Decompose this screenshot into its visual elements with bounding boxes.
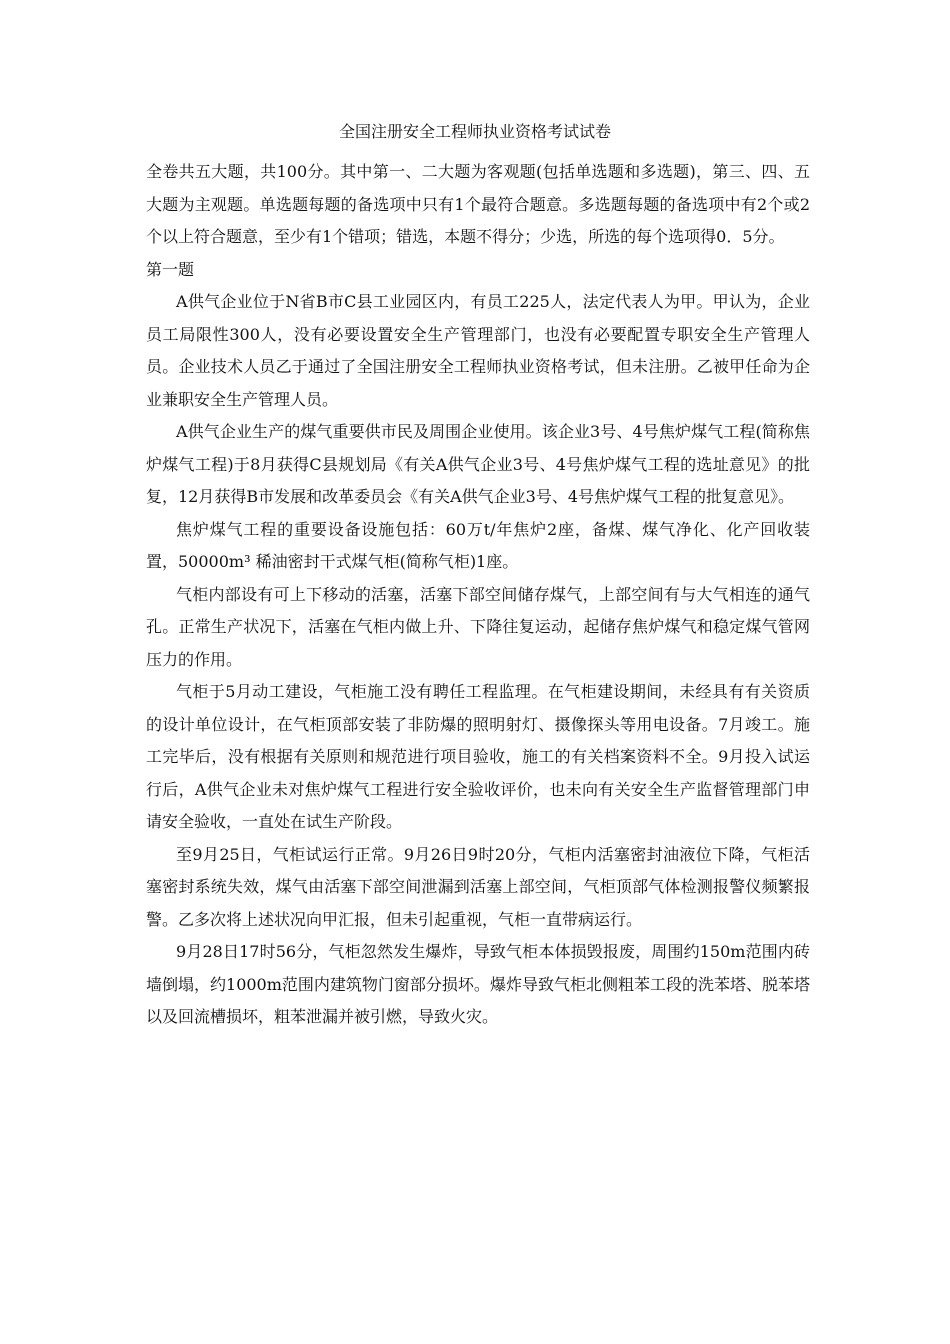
body-paragraph-3: 焦炉煤气工程的重要设备设施包括：60万t/年焦炉2座，备煤、煤气净化、化产回收装置，50000m³ 稀油密封干式煤气柜(简称气柜)1座。 <box>146 519 810 571</box>
body-paragraph-7: 9月28日17时56分，气柜忽然发生爆炸，导致气柜本体损毁报废，周围约150m范围内砖墙倒塌，约1000m范围内建筑物门窗部分损坏。爆炸导致气柜北侧粗苯工段的洗苯塔、脱苯塔以及回流槽损坏，粗苯泄漏并被引燃，导致火灾。 <box>146 942 810 1026</box>
body-paragraph-5: 气柜于5月动工建设，气柜施工没有聘任工程监理。在气柜建设期间，未经具有有关资质的设计单位设计，在气柜顶部安装了非防爆的照明射灯、摄像探头等用电设备。7月竣工。施工完毕后，没有根据有关原则和规范进行项目验收，施工的有关档案资料不全。9月投入试运行后，A供气企业未对焦炉煤气工程进行安全验收评价，也未向有关安全生产监督管理部门申请安全验收，一直处在试生产阶段。 <box>146 682 810 831</box>
body-paragraph-4: 气柜内部设有可上下移动的活塞，活塞下部空间储存煤气，上部空间有与大气相连的通气孔。正常生产状况下，活塞在气柜内做上升、下降往复运动，起储存焦炉煤气和稳定煤气管网压力的作用。 <box>146 584 810 669</box>
intro-paragraph: 全卷共五大题，共100分。其中第一、二大题为客观题(包括单选题和多选题)，第三、四、五大题为主观题。单选题每题的备选项中只有1个最符合题意。多选题每题的备选项中有2个或2个以上符合题意，至少有1个错项；错选，本题不得分；少选，所选的每个选项得0．5分。 <box>146 162 810 246</box>
body-paragraph-2: A供气企业生产的煤气重要供市民及周围企业使用。该企业3号、4号焦炉煤气工程(简称焦炉煤气工程)于8月获得C县规划局《有关A供气企业3号、4号焦炉煤气工程的选址意见》的批复，12月获得B市发展和改革委员会《有关A供气企业3号、4号焦炉煤气工程的批复意见》。 <box>146 422 810 506</box>
body-paragraph-1: A供气企业位于N省B市C县工业园区内，有员工225人，法定代表人为甲。甲认为，企业员工局限性300人，没有必要设置安全生产管理部门，也没有必要配置专职安全生产管理人员。企业技术人员乙于通过了全国注册安全工程师执业资格考试，但未注册。乙被甲任命为企业兼职安全生产管理人员。 <box>146 292 810 409</box>
body-paragraph-6: 至9月25日，气柜试运行正常。9月26日9时20分，气柜内活塞密封油液位下降，气柜活塞密封系统失效，煤气由活塞下部空间泄漏到活塞上部空间，气柜顶部气体检测报警仪频繁报警。乙多次将上述状况向甲汇报，但未引起重视，气柜一直带病运行。 <box>146 844 810 929</box>
document-body <box>146 156 810 1034</box>
document-title: 全国注册安全工程师执业资格考试试卷 <box>338 122 611 141</box>
section-heading: 第一题 <box>146 259 195 279</box>
